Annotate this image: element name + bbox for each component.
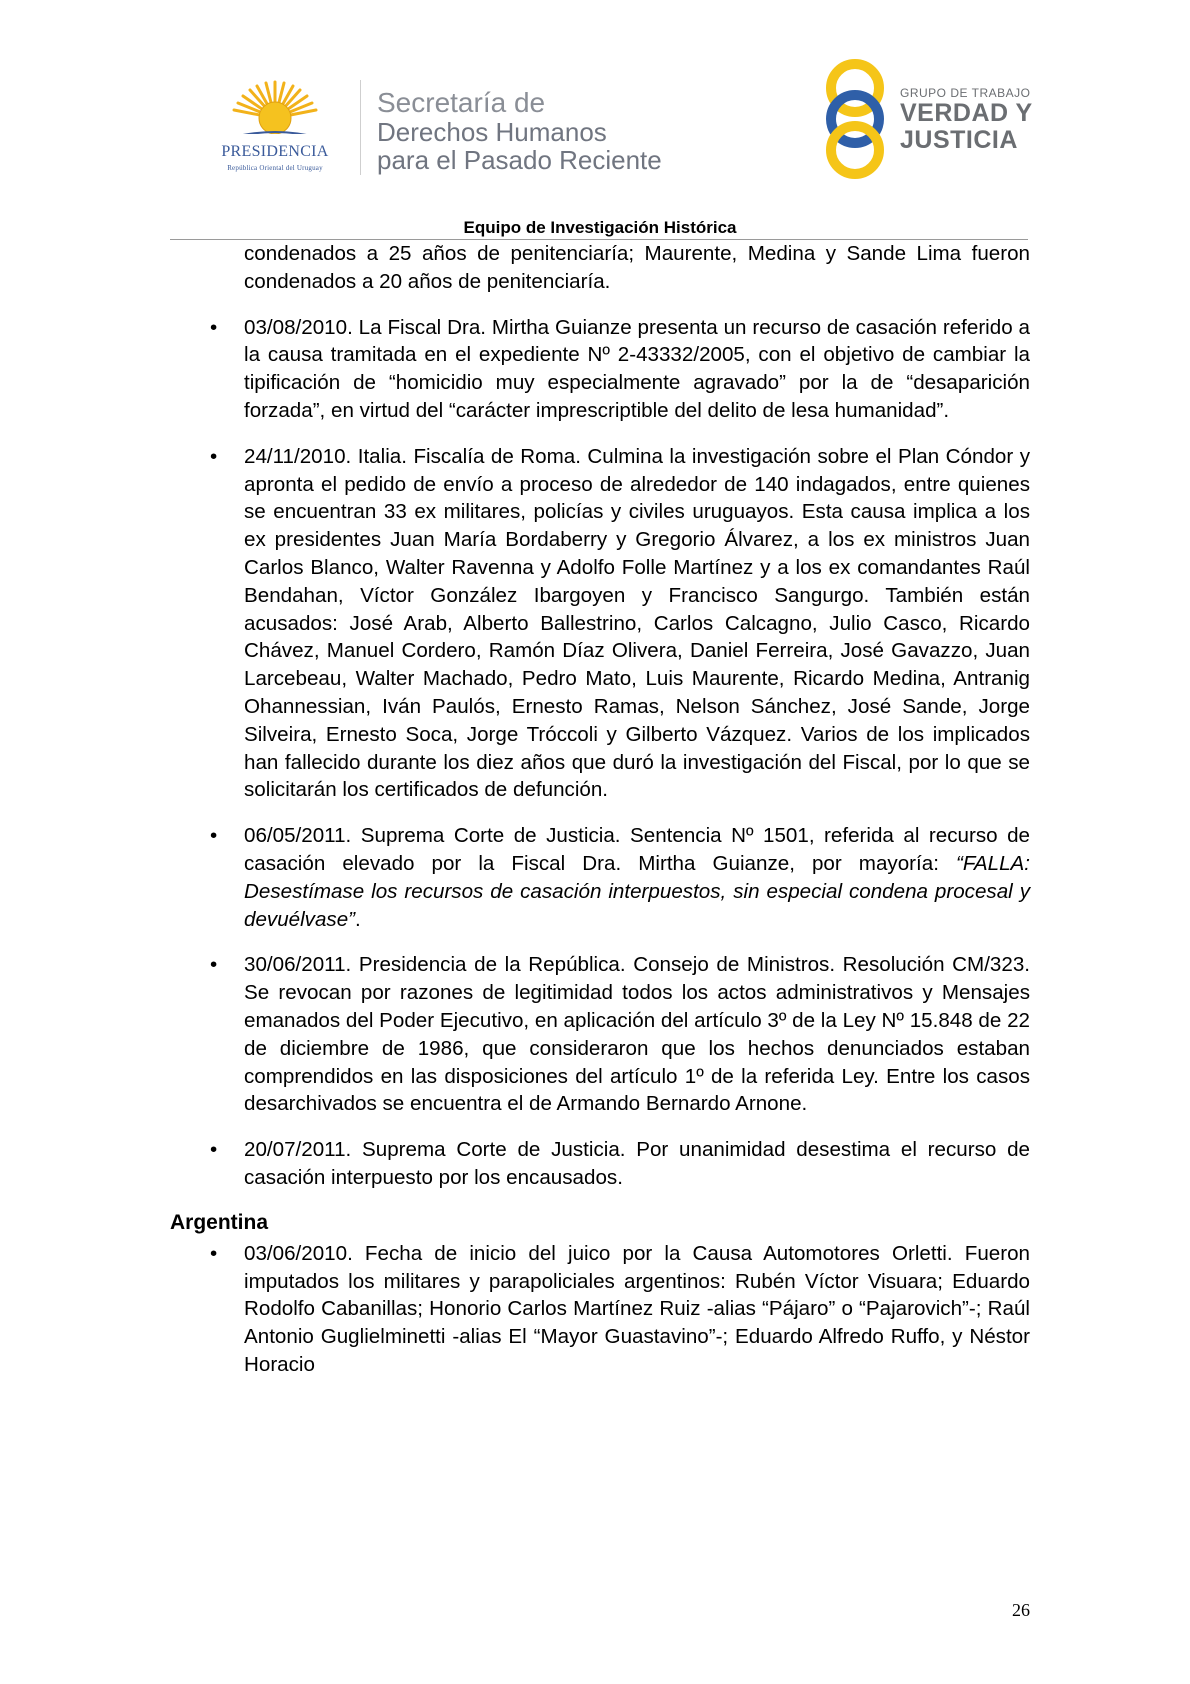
list-item-text: 20/07/2011. Suprema Corte de Justicia. Por unanimidad desestima el recurso de casación interpuesto por los encausados. xyxy=(244,1138,1030,1189)
grupo-de-trabajo-label: GRUPO DE TRABAJO xyxy=(900,86,1031,100)
presidencia-logo xyxy=(196,78,354,176)
bullet: • xyxy=(210,1138,218,1162)
secretaria-logo xyxy=(377,88,662,174)
list-item-text: 03/06/2010. Fecha de inicio del juico por la Causa Automotores Orletti. Fueron imputados los militares y parapoliciales argentinos: Rubén Víctor Visuara; Eduardo Rodolfo Cabanillas; Honorio Carlos Martínez Ruiz -alias “Pájaro” o “Pajarovich”-; Raúl Antonio Guglielminetti -alias El “Mayor Guastavino”-; Eduardo Alfredo Ruffo, y Néstor Horacio xyxy=(244,1241,1030,1376)
list-item-text-plain: 06/05/2011. Suprema Corte de Justicia. Sentencia Nº 1501, referida al recurso de casación elevado por la Fiscal Dra. Mirtha Guianze, por mayoría: xyxy=(244,824,1030,875)
sun-emblem-icon xyxy=(226,78,324,144)
page-header xyxy=(0,0,1190,240)
bullet: • xyxy=(210,1241,218,1265)
justicia-label: JUSTICIA xyxy=(900,126,1018,154)
verdad-justicia-logo xyxy=(822,56,1042,182)
list-item-text xyxy=(244,822,1030,933)
secretaria-line-3: para el Pasado Reciente xyxy=(377,145,662,175)
list-item-text: 03/08/2010. La Fiscal Dra. Mirtha Guianze presenta un recurso de casación referido a la causa tramitada en el expediente Nº 2-43332/2005, con el objetivo de cambiar la tipificación de “homicidio muy especialmente agravado” por la de “desaparición forzada”, en virtud del “carácter imprescriptible del delito de lesa humanidad”. xyxy=(244,315,1030,422)
list-item xyxy=(170,951,1030,1118)
team-title: Equipo de Investigación Histórica xyxy=(463,218,737,237)
list-item xyxy=(170,1136,1030,1192)
list-item-text-end: . xyxy=(355,907,361,931)
presidencia-subtitle: República Oriental del Uruguay xyxy=(227,164,323,172)
bullet: • xyxy=(210,444,218,468)
list-item xyxy=(170,314,1030,425)
secretaria-line-2: Derechos Humanos xyxy=(377,117,607,147)
list-item-text: 30/06/2011. Presidencia de la República. Consejo de Ministros. Resolución CM/323. Se revocan por razones de legitimidad todos los actos administrativos y Mensajes emanados del Poder Ejecutivo, en aplicación del artículo 3º de la Ley Nº 15.848 de 22 de diciembre de 1986, que consideraron que los hechos denunciados estaban comprendidos en las disposiciones del artículo 1º de la referida Ley. Entre los casos desarchivados se encuentra el de Armando Bernardo Arnone. xyxy=(244,953,1030,1116)
verdad-y-label: VERDAD Y xyxy=(900,99,1033,127)
page-number: 26 xyxy=(1012,1600,1030,1620)
section-heading-argentina: Argentina xyxy=(170,1210,269,1234)
presidencia-name: PRESIDENCIA xyxy=(221,143,329,160)
list-item xyxy=(170,1240,1030,1379)
list-item xyxy=(170,443,1030,804)
document-body xyxy=(170,240,1030,1379)
verdad-justicia-text xyxy=(900,86,1033,154)
list-item-text: 24/11/2010. Italia. Fiscalía de Roma. Culmina la investigación sobre el Plan Cóndor y apronta el pedido de envío a proceso de alrededor de 140 indagados, entre quienes se encuentran 33 ex militares, policías y civiles uruguayos. Esta causa implica a los ex presidentes Juan María Bordaberry y Gregorio Álvarez, a los ex ministros Juan Carlos Blanco, Walter Ravenna y Adolfo Folle Martínez y a los ex comandantes Raúl Bendahan, Víctor González Ibargoyen y Francisco Sangurgo. También están acusados: José Arab, Alberto Ballestrino, Carlos Calcagno, Julio Casco, Ricardo Chávez, Manuel Cordero, Ramón Díaz Olivera, Daniel Ferreira, José Gavazzo, Juan Larcebeau, Walter Machado, Pedro Mato, Luis Maurente, Ricardo Medina, Antranig Ohannessian, Iván Paulós, Ernesto Ramas, Nelson Sánchez, José Sande, Jorge Silveira, Ernesto Soca, Jorge Tróccoli y Gilberto Vázquez. Varios de los implicados han fallecido durante los diez años que duró la investigación del Fiscal, por lo que se solicitarán los certificados de defunción. xyxy=(244,444,1030,802)
list-item-text-quote: “FALLA: Desestímase los recursos de casación interpuestos, sin especial condena procesal y devuélvase” xyxy=(244,851,1030,931)
secretaria-line-1: Secretaría de xyxy=(377,87,546,118)
interlocking-rings-icon xyxy=(822,56,892,182)
logo-divider xyxy=(360,80,361,175)
bullet: • xyxy=(210,315,218,339)
lead-paragraph: condenados a 25 años de penitenciaría; Maurente, Medina y Sande Lima fueron condenados a 20 años de penitenciaría. xyxy=(244,242,1030,293)
bullet: • xyxy=(210,953,218,977)
list-item xyxy=(170,822,1030,933)
bullet: • xyxy=(210,824,218,848)
